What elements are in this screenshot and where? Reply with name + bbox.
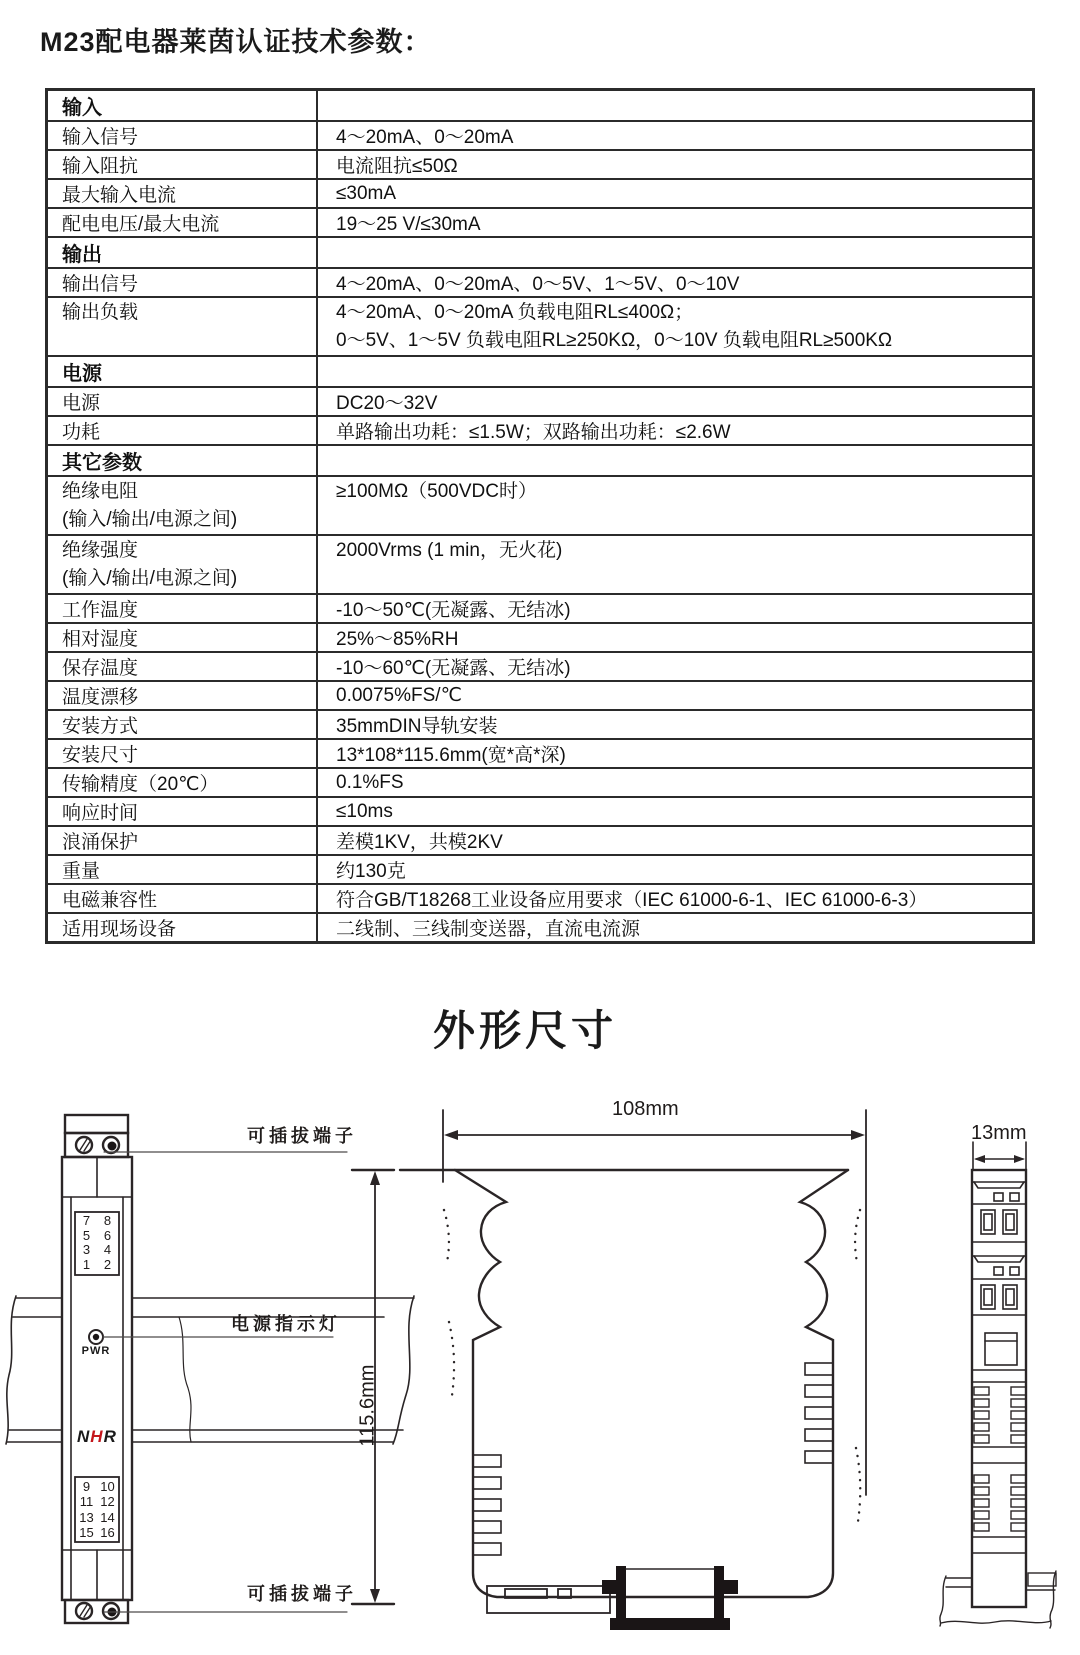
table-row — [47, 797, 1034, 826]
table-row — [47, 739, 1034, 768]
table-row — [47, 826, 1034, 855]
spec-value: DC20～32V — [317, 387, 1034, 416]
section-header: 电源 — [47, 356, 318, 387]
spec-value: 约130克 — [317, 855, 1034, 884]
callout-leader-lines — [103, 1152, 347, 1612]
terminal-number: 8 — [103, 1213, 112, 1229]
spec-value: 单路输出功耗：≤1.5W；双路输出功耗：≤2.6W — [317, 416, 1034, 445]
spec-value: 0.0075%FS/℃ — [317, 681, 1034, 710]
terminal-number: 9 — [82, 1478, 91, 1494]
table-row — [47, 121, 1034, 150]
spec-label: 温度漂移 — [47, 681, 318, 710]
terminal-number: 15 — [79, 1525, 94, 1541]
spec-label: 配电电压/最大电流 — [47, 208, 318, 237]
spec-value-line: 0～5V、1～5V 负载电阻RL≥250KΩ，0～10V 负载电阻RL≥500KΩ — [336, 330, 893, 351]
terminal-number: 13 — [79, 1509, 94, 1525]
spec-value: 13*108*115.6mm(宽*高*深) — [317, 739, 1034, 768]
spec-label: 输入信号 — [47, 121, 318, 150]
table-row — [47, 416, 1034, 445]
bottom-terminal-piece — [487, 1586, 610, 1613]
dimension-drawing — [0, 1030, 1080, 1655]
terminal-number: 10 — [100, 1478, 115, 1494]
table-row — [47, 445, 1034, 476]
spec-value: 25%～85%RH — [317, 623, 1034, 652]
terminal-number: 4 — [103, 1242, 112, 1258]
logo-letter-n: N — [77, 1427, 91, 1446]
terminal-number: 2 — [103, 1256, 112, 1272]
spec-value: 4～20mA、0～20mA、0～5V、1～5V、0～10V — [317, 268, 1034, 297]
table-row — [47, 652, 1034, 681]
section-header: 其它参数 — [47, 445, 318, 476]
module-narrow-view — [940, 1142, 1056, 1628]
nhr-logo — [77, 1427, 117, 1447]
spec-label: 输出信号 — [47, 268, 318, 297]
spec-label: 最大输入电流 — [47, 179, 318, 208]
terminal-numbers-top — [76, 1214, 118, 1272]
spec-value — [317, 445, 1034, 476]
spec-value: 差模1KV，共模2KV — [317, 826, 1034, 855]
spec-value-line: 4～20mA、0～20mA 负载电阻RL≤400Ω； — [336, 302, 694, 323]
spec-label-line: 绝缘电阻 — [62, 481, 139, 502]
table-row — [47, 855, 1034, 884]
spec-value: ≤10ms — [317, 797, 1034, 826]
spec-label-line: (输入/输出/电源之间) — [62, 568, 238, 589]
dimension-height: 115.6mm — [356, 1364, 379, 1447]
module-front-view — [62, 1115, 132, 1623]
table-row — [47, 237, 1034, 268]
table-row — [47, 623, 1034, 652]
spec-label-line: (输入/输出/电源之间) — [62, 509, 238, 530]
table-row — [47, 297, 1034, 356]
spec-label — [47, 476, 318, 535]
spec-value: 二线制、三线制变送器，直流电流源 — [317, 913, 1034, 943]
terminal-number: 6 — [103, 1227, 112, 1243]
terminal-numbers-bottom — [76, 1479, 118, 1541]
din-rail-graphic — [6, 1296, 414, 1444]
page-title: M23配电器莱茵认证技术参数： — [40, 27, 432, 57]
spec-value: 0.1%FS — [317, 768, 1034, 797]
vent-slots — [473, 1363, 833, 1555]
terminal-number: 3 — [82, 1242, 91, 1258]
dotted-arcs — [444, 1210, 860, 1528]
spec-value — [317, 297, 1034, 356]
spec-label: 重量 — [47, 855, 318, 884]
spec-value: 电流阻抗≤50Ω — [317, 150, 1034, 179]
spec-label-line: 绝缘强度 — [62, 540, 139, 561]
table-row — [47, 387, 1034, 416]
terminal-number: 16 — [100, 1525, 115, 1541]
spec-label: 输入阻抗 — [47, 150, 318, 179]
spec-label — [47, 535, 318, 594]
spec-label: 响应时间 — [47, 797, 318, 826]
spec-value: 符合GB/T18268工业设备应用要求（IEC 61000-6-1、IEC 61000-6-3） — [317, 884, 1034, 913]
terminal-number: 5 — [82, 1227, 91, 1243]
pwr-led-label: PWR — [81, 1345, 111, 1357]
spec-label: 保存温度 — [47, 652, 318, 681]
spec-label: 工作温度 — [47, 594, 318, 623]
table-row — [47, 268, 1034, 297]
logo-letter-r: R — [103, 1427, 117, 1446]
section-header: 输入 — [47, 90, 318, 122]
table-row — [47, 681, 1034, 710]
table-row — [47, 476, 1034, 535]
terminal-number: 14 — [100, 1509, 115, 1525]
spec-value: ≤30mA — [317, 179, 1034, 208]
table-row — [47, 884, 1034, 913]
callout-pluggable-terminal-top: 可插拔端子 — [247, 1126, 357, 1146]
callout-power-indicator: 电源指示灯 — [231, 1314, 341, 1334]
spec-label: 传输精度（20℃） — [47, 768, 318, 797]
spec-label: 功耗 — [47, 416, 318, 445]
spec-value: -10～50℃(无凝露、无结冰) — [317, 594, 1034, 623]
spec-value: 19～25 V/≤30mA — [317, 208, 1034, 237]
spec-value — [317, 356, 1034, 387]
spec-label: 适用现场设备 — [47, 913, 318, 943]
table-row — [47, 208, 1034, 237]
logo-letter-h: H — [90, 1427, 104, 1446]
spec-label: 浪涌保护 — [47, 826, 318, 855]
side-profile-view — [400, 1110, 866, 1630]
narrow-view-slots — [974, 1387, 1026, 1531]
table-row — [47, 768, 1034, 797]
dimension-depth: 13mm — [971, 1122, 1027, 1144]
spec-label: 输出负载 — [47, 297, 318, 356]
spec-label: 安装尺寸 — [47, 739, 318, 768]
spec-value — [317, 237, 1034, 268]
spec-table — [45, 88, 1035, 944]
spec-label: 电源 — [47, 387, 318, 416]
table-row — [47, 913, 1034, 943]
dimension-width: 108mm — [612, 1098, 679, 1120]
spec-value: 4～20mA、0～20mA — [317, 121, 1034, 150]
table-row — [47, 594, 1034, 623]
section-header: 输出 — [47, 237, 318, 268]
spec-label: 相对湿度 — [47, 623, 318, 652]
spec-label: 电磁兼容性 — [47, 884, 318, 913]
spec-label: 安装方式 — [47, 710, 318, 739]
table-row — [47, 710, 1034, 739]
spec-value — [317, 90, 1034, 122]
table-row — [47, 535, 1034, 594]
outline-section-title: 外形尺寸 — [432, 1007, 617, 1054]
spec-value: 2000Vrms (1 min，无火花) — [317, 535, 1034, 594]
terminal-number: 1 — [82, 1256, 91, 1272]
terminal-number: 7 — [82, 1213, 91, 1229]
rail-cross-section — [940, 1571, 1056, 1628]
table-row — [47, 179, 1034, 208]
terminal-number: 12 — [100, 1494, 115, 1510]
table-row — [47, 150, 1034, 179]
spec-value: -10～60℃(无凝露、无结冰) — [317, 652, 1034, 681]
table-row — [47, 90, 1034, 122]
spec-value: 35mmDIN导轨安装 — [317, 710, 1034, 739]
spec-value: ≥100MΩ（500VDC时） — [317, 476, 1034, 535]
table-row — [47, 356, 1034, 387]
terminal-number: 11 — [79, 1494, 94, 1510]
callout-pluggable-terminal-bottom: 可插拔端子 — [247, 1584, 357, 1604]
